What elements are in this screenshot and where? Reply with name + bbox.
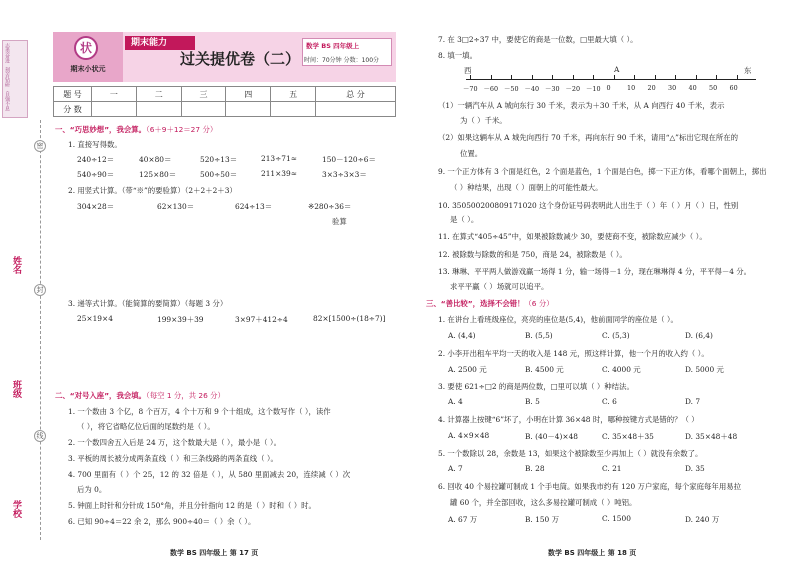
fill-question: 为（ ）千米。	[460, 116, 507, 125]
choice-option[interactable]: C. 6	[602, 397, 617, 406]
number-line-tick	[573, 75, 574, 80]
calc-item: 520÷13＝	[200, 155, 238, 164]
fill-question: 后为 0。	[77, 485, 107, 494]
number-line-tick	[634, 75, 635, 80]
choice-question: 6. 回收 40 个易拉罐可制成 1 个手电筒。如果我市约有 120 万户家庭，每个家庭每年用易拉	[438, 482, 741, 491]
choice-question: 5. 一个数除以 28，余数是 13，如果这个被除数至少再加上（ ）就没有余数了。	[438, 449, 703, 458]
calc-item: 125×80＝	[139, 170, 177, 179]
fill-question: 位置。	[460, 149, 483, 158]
number-line-tick	[593, 75, 594, 80]
motto-text: 自强不息	[4, 91, 10, 111]
title-tab: 期末能力	[125, 36, 195, 50]
choice-option[interactable]: A. 67 万	[448, 515, 478, 524]
score-header: 总 分	[316, 87, 396, 102]
section-title-text: 三、“善比较”，选择不会错！	[426, 299, 525, 308]
choice-option[interactable]: A. 7	[448, 464, 463, 473]
choice-option[interactable]: D. (6,4)	[685, 331, 713, 340]
choice-option[interactable]: D. 5000 元	[685, 365, 724, 374]
section-points: （6 分）	[524, 299, 554, 308]
choice-option[interactable]: D. 7	[685, 397, 701, 406]
fill-question: 12. 被除数与除数的和是 750，商是 24，被除数是（ ）。	[438, 250, 627, 259]
cut-line	[40, 120, 41, 540]
number-line-tick-label: 10	[627, 84, 636, 92]
score-cell[interactable]	[271, 102, 316, 117]
calc-item: 213÷71≈	[261, 154, 297, 163]
calc-item: 500÷50＝	[200, 170, 238, 179]
fill-question: 13. 琳琳、平平两人做游戏赢一场得 1 分，输一场得－1 分，现在琳琳得 4 分，平平得－4 分。	[438, 267, 752, 276]
fill-question: 3. 平板的周长被分成两条直线（ ）和三条线路的两条直线（ ）。	[68, 454, 278, 463]
choice-option[interactable]: A. 2500 元	[448, 365, 487, 374]
seal-circle: 线	[34, 430, 46, 442]
motto-text: 刻苦钻研	[4, 67, 10, 87]
fill-question: 7. 在 3□2÷37 中，要使它的商是一位数，□里最大填（ ）。	[438, 35, 638, 44]
score-header: 题 号	[54, 87, 92, 102]
q2-title: 2. 用竖式计算。（带“※”的要验算）（2＋2＋2＋3）	[68, 186, 237, 195]
fill-question: （ ）种结果，出现（ ）面朝上的可能性最大。	[450, 183, 603, 192]
score-cell[interactable]	[136, 102, 181, 117]
number-line-tick	[675, 75, 676, 80]
time-value: 时间：70分钟	[304, 57, 342, 64]
number-line-tick	[716, 75, 717, 80]
number-line-tick	[491, 75, 492, 80]
section-points: （6＋9＋12＝27 分）	[146, 125, 218, 134]
number-line-tick-label: －20	[565, 85, 581, 93]
number-line-tick-label: 50	[709, 84, 718, 92]
motto-text: 志勇奋进	[4, 43, 10, 63]
section-points: （每空 1 分，共 26 分）	[146, 391, 225, 400]
calc-item: 40×80＝	[139, 155, 172, 164]
number-line-tick-label: －30	[545, 85, 560, 93]
section-1-title	[55, 124, 217, 135]
number-line-tick-label: 40	[688, 84, 697, 92]
fill-question: 8. 填一填。	[438, 51, 477, 60]
number-line-tick-label: －10	[586, 85, 601, 93]
time-label	[304, 55, 379, 64]
calc-item: 240÷12＝	[77, 155, 115, 164]
choice-option[interactable]: A. (4,4)	[448, 331, 476, 340]
choice-option[interactable]: C. 21	[602, 464, 622, 473]
vertical-calc-item: 624÷13＝	[235, 202, 273, 211]
section-title-text: 二、“对号入座”，我会填。	[55, 391, 147, 400]
seal-circle: 封	[34, 284, 46, 296]
school-label: 学校	[11, 500, 21, 518]
choice-question: 2. 小李开出租车平均一天的收入是 148 元，照这样计算，他一个月的收入约（ ）。	[438, 349, 709, 358]
name-label: 姓名	[11, 256, 21, 274]
choice-option[interactable]: C. 35×48＋35	[602, 432, 654, 441]
vertical-calc-item: ※280÷36＝	[308, 202, 352, 211]
motto-stripe	[2, 40, 28, 118]
calc-item: 3×3÷3×3＝	[322, 170, 367, 179]
choice-option[interactable]: B. (5,5)	[525, 331, 553, 340]
choice-option[interactable]: B. 4500 元	[525, 365, 564, 374]
score-value: 分数：100分	[343, 57, 380, 64]
choice-question: 3. 要使 621÷□2 的商是两位数，□里可以填（ ）种结法。	[438, 382, 634, 391]
fill-question: 是（ ）。	[450, 215, 479, 224]
page-footer: 数学 BS 四年级上 第 17 页	[170, 549, 259, 557]
check-label: 验算	[332, 217, 347, 226]
choice-option[interactable]: B. 150 万	[525, 515, 559, 524]
fill-question: 2. 一个数四舍五入后是 24 万，这个数最大是（ ），最小是（ ）。	[68, 438, 281, 447]
number-line-tick	[737, 75, 738, 80]
fill-question: 5. 钟面上时针和分针成 150°角，并且分针指向 12 的是（ ）时和（ ）时。	[68, 501, 316, 510]
score-header: 二	[136, 87, 181, 102]
number-line-tick-label: 0	[606, 84, 611, 92]
number-line-tick-label: 20	[647, 84, 656, 92]
stepwise-item: 82×[1500÷(18÷7)]	[313, 314, 386, 323]
score-row-label: 分 数	[54, 102, 92, 117]
number-line-tick-label: 30	[668, 84, 677, 92]
fill-question: （ ），将它省略亿位后面的尾数约是（ ）。	[77, 422, 215, 431]
score-cell[interactable]	[92, 102, 137, 117]
choice-option[interactable]: A. 4×9×48	[448, 431, 490, 440]
stepwise-item: 25×19×4	[77, 314, 113, 323]
vertical-calc-item: 304×28＝	[77, 202, 115, 211]
choice-option[interactable]: D. 35×48＋48	[685, 432, 738, 441]
choice-option[interactable]: D. 35	[685, 464, 705, 473]
number-line-tick-label: －50	[504, 85, 519, 93]
section-title-text: 一、“巧思妙想”，我会算。	[55, 125, 147, 134]
number-line-tick	[614, 75, 615, 80]
calc-item: 540÷90＝	[77, 170, 115, 179]
q1-title: 1. 直接写得数。	[68, 140, 122, 149]
number-line-tick	[655, 75, 656, 80]
fill-question: （2）如果这辆车从 A 城先向西行 70 千米，再向东行 90 千米，请用“△”标出它现在所在的	[438, 133, 739, 142]
number-line-east: 东	[744, 66, 752, 75]
number-line-tick-label: －70	[463, 85, 478, 93]
vertical-calc-item: 62×130＝	[157, 202, 195, 211]
number-line-axis	[466, 79, 756, 80]
section-3-title	[426, 298, 554, 309]
logo-text: 期末小状元	[70, 65, 106, 73]
page-title: 过关提优卷（二）	[180, 50, 301, 68]
score-cell[interactable]	[181, 102, 226, 117]
score-header: 四	[226, 87, 271, 102]
choice-option[interactable]: C. 1500	[602, 514, 631, 523]
choice-option[interactable]: B. (40－4)×48	[525, 432, 578, 441]
choice-option[interactable]: A. 4	[448, 397, 463, 406]
fill-question: 10. 350500200809171020 这个身份证号码表明此人出生于（ ）年（ ）月（ ）日，性别	[438, 201, 739, 210]
choice-option[interactable]: D. 240 万	[685, 515, 720, 524]
q3-title: 3. 递等式计算。（能简算的要简算）（每题 3 分）	[68, 299, 228, 308]
score-header: 三	[181, 87, 226, 102]
choice-option[interactable]: B. 5	[525, 397, 540, 406]
score-cell[interactable]	[316, 102, 396, 117]
number-line-tick-label: －60	[483, 85, 499, 93]
score-header: 一	[92, 87, 137, 102]
seal-circle: 密	[34, 140, 46, 152]
score-cell[interactable]	[226, 102, 271, 117]
choice-option[interactable]: C. (5,3)	[602, 331, 630, 340]
score-header: 五	[271, 87, 316, 102]
fill-question: 1. 一个数由 3 个亿，8 个百万，4 个十万和 9 个十组成，这个数写作（ ），读作	[68, 407, 331, 416]
number-line-tick-label: 60	[729, 84, 738, 92]
stepwise-item: 3×97＋412÷4	[235, 315, 288, 324]
number-line-tick-label: －40	[524, 85, 540, 93]
number-line-tick	[552, 75, 553, 80]
number-line-west: 西	[464, 66, 472, 75]
stepwise-item: 199×39＋39	[157, 315, 204, 324]
number-line-tick	[696, 75, 697, 80]
number-line-a: A	[614, 65, 620, 74]
logo-icon: 状	[74, 36, 98, 60]
choice-question: 1. 在讲台上看班级座位，亮亮的座位是(5,4)，他前面同学的座位是（ ）。	[438, 315, 678, 324]
class-label: 班级	[11, 380, 21, 398]
page-footer: 数学 BS 四年级上 第 18 页	[548, 549, 637, 557]
choice-question: 罐 60 个，并全部回收，这么多易拉罐可制成（ ）吨铝。	[450, 498, 637, 507]
number-line-tick	[532, 75, 533, 80]
fill-question: （1）一辆汽车从 A 城向东行 30 千米，表示为＋30 千米，从 A 向西行 40 千米，表示	[438, 101, 725, 110]
number-line-tick	[511, 75, 512, 80]
choice-option[interactable]: C. 4000 元	[602, 365, 641, 374]
calc-item: 211×39≈	[261, 169, 297, 178]
fill-question: 11. 在算式“405÷45”中，如果被除数减少 30，要使商不变，被除数应减少（ ）。	[438, 232, 707, 241]
fill-question: 6. 已知 90÷4＝22 余 2，那么 900÷40＝（ ）余（ ）。	[68, 517, 256, 526]
subject-label: 数学 BS 四年级上	[306, 42, 360, 50]
choice-option[interactable]: B. 28	[525, 464, 545, 473]
fill-question: 求平平赢（ ）场就可以追平。	[450, 282, 549, 291]
choice-question: 4. 计算器上按键“6”坏了，小明在计算 36×48 时，哪种按键方式是错的？（ ）	[438, 415, 699, 424]
fill-question: 9. 一个正方体有 3 个面是红色，2 个面是蓝色，1 个面是白色，掷一下正方体，看哪个面朝上，掷出	[438, 167, 767, 176]
calc-item: 150－120÷6＝	[322, 155, 376, 164]
fill-question: 4. 700 里面有（ ）个 25，12 的 32 倍是（ ），从 580 里面减去 20，连续减（ ）次	[68, 470, 351, 479]
number-line-tick	[470, 75, 471, 80]
score-table	[53, 86, 396, 117]
section-2-title	[55, 390, 225, 401]
